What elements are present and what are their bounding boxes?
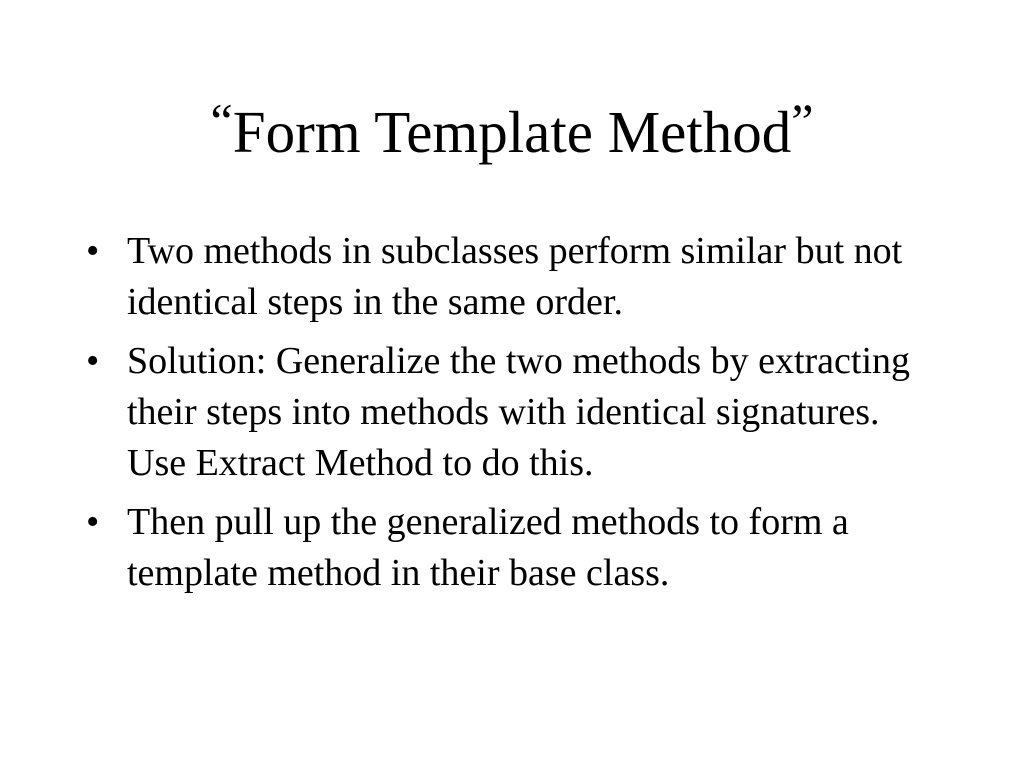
bullet-text: Then pull up the generalized methods to form a template method in their base class.	[127, 501, 849, 594]
bullet-dot-icon: •	[86, 230, 100, 272]
bullet-text: Solution: Generalize the two methods by extracting their steps into methods with identical signatures. Use Extract Method to do this.	[127, 340, 911, 484]
bullet-dot-icon: •	[86, 340, 100, 382]
bullet-list	[86, 226, 946, 607]
slide-title	[0, 93, 1024, 171]
bullet-dot-icon: •	[86, 501, 100, 543]
title-text: Form Template Method	[232, 99, 792, 165]
title-close-quote: ”	[791, 93, 814, 149]
bullet-item	[86, 226, 946, 328]
bullet-text: Two methods in subclasses perform similar but not identical steps in the same order.	[127, 230, 903, 323]
title-open-quote: “	[210, 93, 233, 149]
bullet-item	[86, 497, 946, 599]
bullet-item	[86, 336, 946, 489]
